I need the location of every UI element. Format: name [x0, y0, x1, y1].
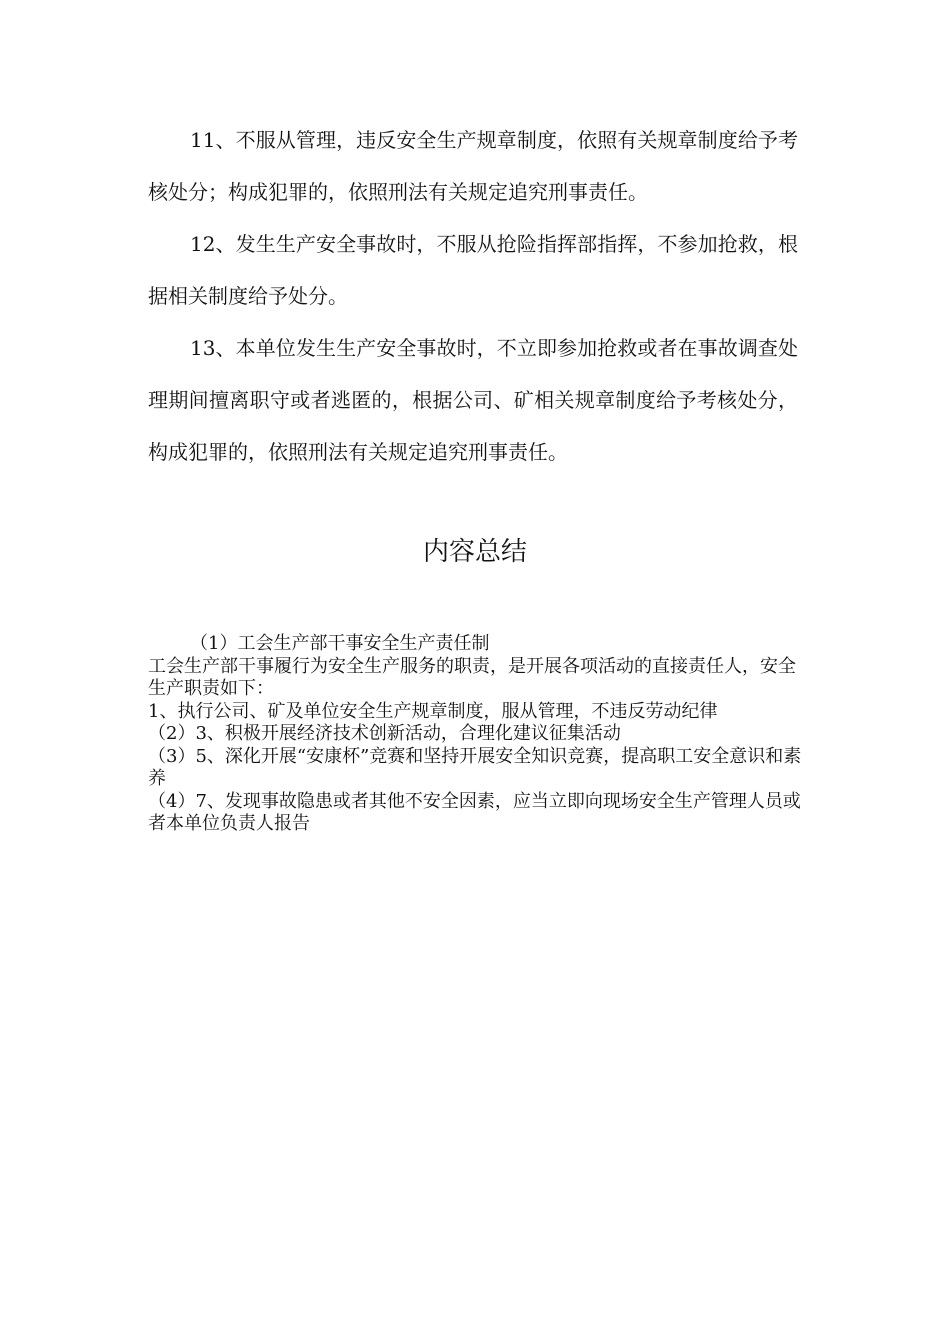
document-body — [148, 114, 798, 478]
summary-line-2: 工会生产部干事履行为安全生产服务的职责，是开展各项活动的直接责任人，安全生产职责如下： — [148, 655, 796, 699]
summary-section — [148, 633, 808, 836]
summary-line-1: （1）工会生产部干事安全生产责任制 — [190, 633, 490, 654]
paragraph-12: 12、发生生产安全事故时，不服从抢险指挥部指挥，不参加抢救，根据相关制度给予处分。 — [148, 232, 798, 308]
paragraph-11: 11、不服从管理，违反安全生产规章制度，依照有关规章制度给予考核处分；构成犯罪的，依照刑法有关规定追究刑事责任。 — [148, 128, 798, 204]
summary-line-3: 1、执行公司、矿及单位安全生产规章制度，服从管理，不违反劳动纪律 — [148, 700, 718, 722]
summary-line-4: （2）3、积极开展经济技术创新活动，合理化建议征集活动 — [148, 723, 621, 744]
summary-line-5: （3）5、深化开展“安康杯”竞赛和坚持开展安全知识竞赛，提高职工安全意识和素养 — [148, 745, 802, 789]
summary-line-6: （4）7、发现事故隐患或者其他不安全因素，应当立即向现场安全生产管理人员或者本单位负责人报告 — [148, 790, 801, 834]
summary-title: 内容总结 — [422, 537, 527, 567]
paragraph-13: 13、本单位发生生产安全事故时，不立即参加抢救或者在事故调查处理期间擅离职守或者逃匿的，根据公司、矿相关规章制度给予考核处分，构成犯罪的，依照刑法有关规定追究刑事责任。 — [148, 336, 798, 464]
